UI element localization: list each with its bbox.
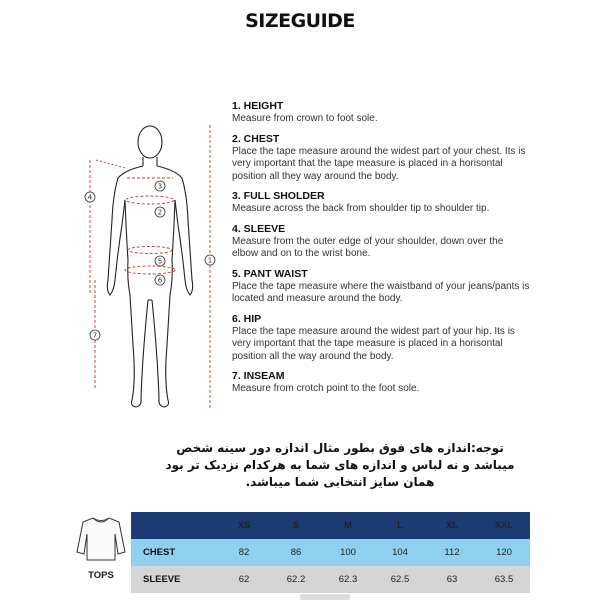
page-title: SIZEGUIDE <box>245 10 355 32</box>
marker-5: 5 <box>157 257 163 266</box>
row-label: SLEEVE <box>131 566 218 593</box>
step-text: Place the tape measure around the widest part of your hip. Its is very important that the tape measure is placed in a horisontal position all the way around the body. <box>232 325 515 362</box>
table-cell: 62.5 <box>374 566 426 593</box>
size-header-row <box>131 512 530 539</box>
marker-2: 2 <box>157 208 163 217</box>
row-label: CHEST <box>131 539 218 566</box>
step-full-shoulder <box>232 190 532 216</box>
step-sleeve <box>232 223 532 261</box>
step-title: 1. HEIGHT <box>232 100 284 112</box>
size-header: XS <box>218 512 270 539</box>
note-line: میباشد و نه لباس و اندازه های شما به هرکدام نزدیک تر بود <box>165 458 515 472</box>
table-row <box>131 566 530 593</box>
step-height <box>232 100 532 126</box>
marker-1: 1 <box>207 256 213 265</box>
size-header: S <box>270 512 322 539</box>
table-cell: 86 <box>270 539 322 566</box>
step-title: 2. CHEST <box>232 132 280 145</box>
step-title: 3. FULL SHOLDER <box>232 190 325 202</box>
step-text: Measure from crotch point to the foot sole. <box>232 383 420 394</box>
step-pant-waist <box>232 268 532 306</box>
step-title: 5. PANT WAIST <box>232 267 308 280</box>
measure-lines <box>87 125 213 408</box>
note-line: توجه:اندازه های فوق بطور مثال اندازه دور سینه شخص <box>176 441 504 455</box>
table-cell: 63 <box>426 566 478 593</box>
persian-note <box>150 440 530 491</box>
table-cell: 112 <box>426 539 478 566</box>
marker-3: 3 <box>157 182 163 191</box>
table-cell: 62.3 <box>322 566 374 593</box>
sweater-icon <box>75 512 127 564</box>
step-hip <box>232 313 532 364</box>
step-text: Measure across the back from shoulder tip to shoulder tip. <box>232 203 490 214</box>
note-line: همان سایز انتخابی شما میباشد. <box>245 475 435 489</box>
table-cell: 62.2 <box>270 566 322 593</box>
size-header: L <box>374 512 426 539</box>
step-title: 6. HIP <box>232 312 262 325</box>
table-cell: 63.5 <box>478 566 530 593</box>
step-title: 7. INSEAM <box>232 370 285 382</box>
table-cell: 104 <box>374 539 426 566</box>
body-outline <box>107 126 192 407</box>
table-cell: 120 <box>478 539 530 566</box>
step-title: 4. SLEEVE <box>232 222 286 235</box>
marker-7: 7 <box>92 331 98 340</box>
cropped-footer-text <box>300 594 350 600</box>
category-label: TOPS <box>88 570 114 581</box>
body-measurement-diagram <box>70 120 230 420</box>
size-table <box>131 512 530 593</box>
step-text: Place the tape measure around the widest part of your chest. Its is very important that the tape measure is placed in a horisontal position all they way around the body. <box>232 145 526 182</box>
table-cell: 100 <box>322 539 374 566</box>
size-header: XXL <box>478 512 530 539</box>
step-text: Measure from crown to foot sole. <box>232 113 378 124</box>
step-inseam <box>232 370 532 396</box>
step-chest <box>232 133 532 184</box>
table-row <box>131 539 530 566</box>
marker-4: 4 <box>87 193 93 202</box>
step-text: Measure from the outer edge of your shoulder, down over the elbow and on to the wrist bone. <box>232 235 504 259</box>
table-cell: 82 <box>218 539 270 566</box>
size-header: XL <box>426 512 478 539</box>
size-header: M <box>322 512 374 539</box>
table-cell: 62 <box>218 566 270 593</box>
marker-6: 6 <box>157 276 163 285</box>
measurement-steps <box>232 100 532 403</box>
step-text: Place the tape measure where the waistband of your jeans/pants is located and measure around the body. <box>232 280 530 304</box>
